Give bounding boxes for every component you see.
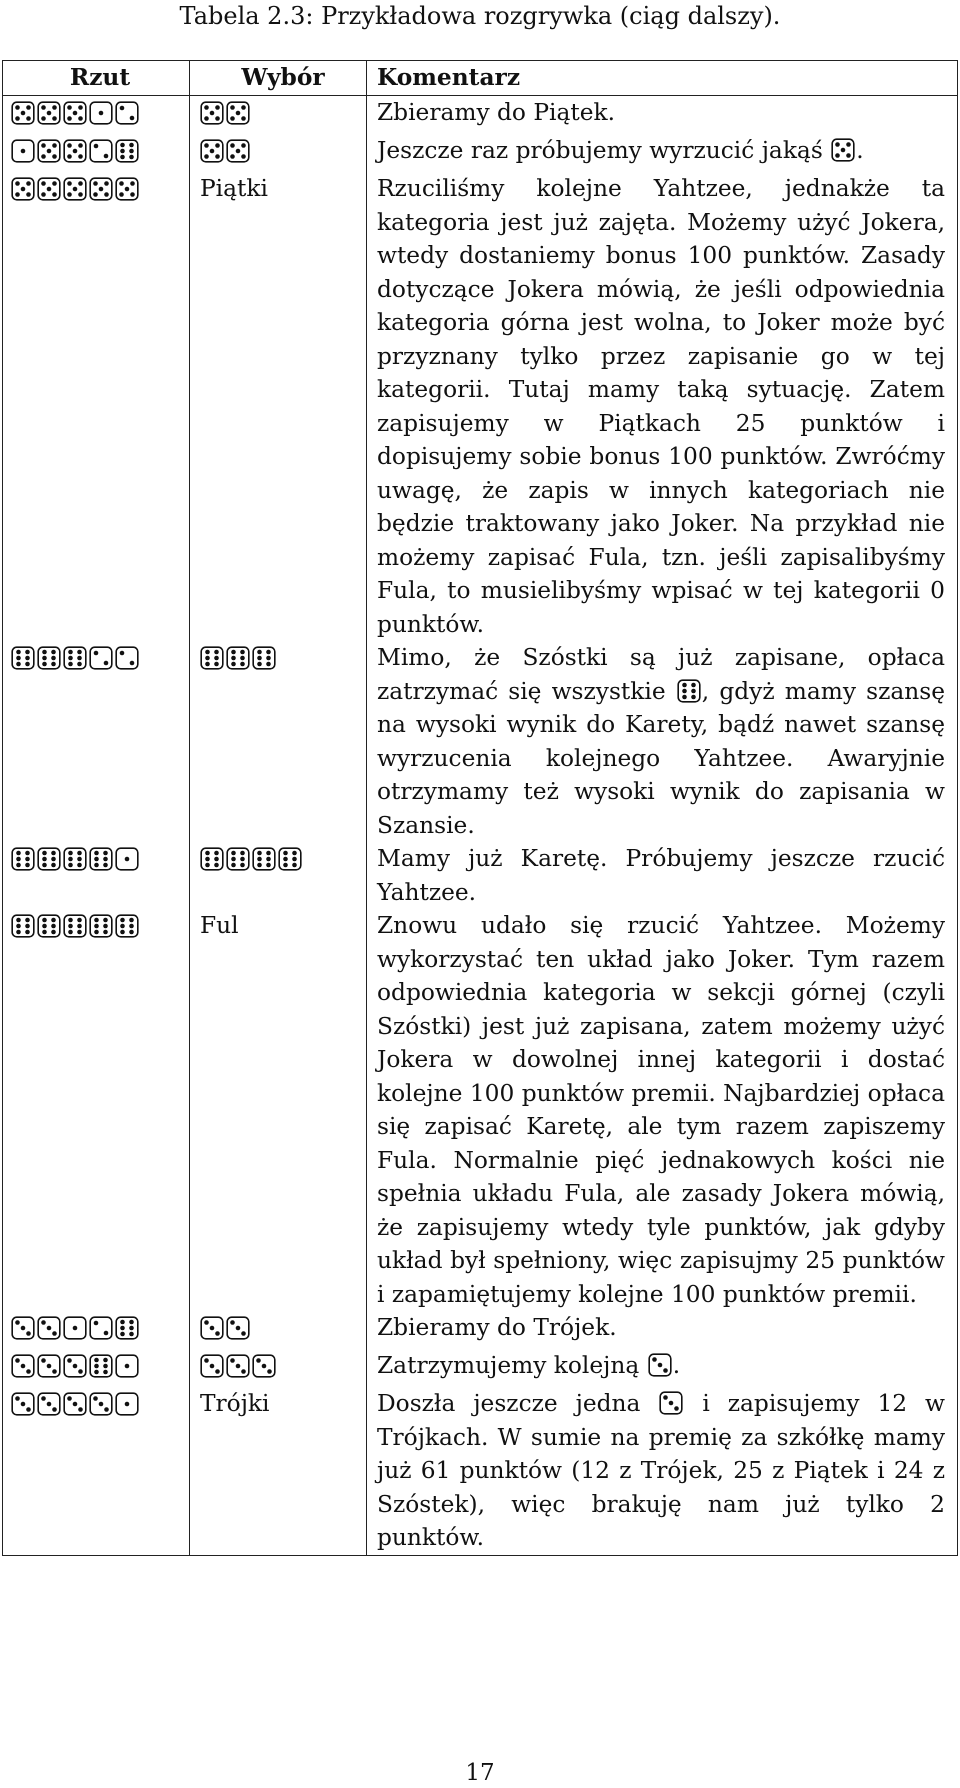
comment-cell — [367, 641, 958, 842]
roll-dice — [11, 96, 139, 129]
choice-category: Trójki — [200, 1390, 270, 1417]
die-face-6-icon — [278, 847, 302, 871]
table-row — [3, 1311, 958, 1349]
comment-text: Znowu udało się rzucić Yahtzee. Możemy wykorzystać ten układ jako Joker. Tym razem odpowiednia kategoria w sekcji górnej (czyli Szóstki) jest już zapisana, zatem możemy użyć Jokera w dowolnej innej kategorii i dostać kolejne 100 punktów premii. Najbardziej opłaca się zapisać Karetę, ale tym razem zapiszemy Fula. Normalnie pięć jednakowych kości nie spełnia układu Fula, ale zasady Jokera mówią, że zapisujemy wtedy tyle punktów, jak gdyby układ był spełniony, więc zapisujmy 25 punktów i zapamiętujemy kolejne 100 punktów premii. — [377, 912, 945, 1308]
comment-text: Zbieramy do Piątek. — [377, 99, 616, 126]
comment-text: Doszła jeszcze jedna — [377, 1390, 659, 1417]
die-face-6-icon — [115, 1316, 139, 1340]
roll-dice — [11, 1387, 139, 1420]
comment-text: Rzuciliśmy kolejne Yahtzee, jednakże ta kategoria jest już zajęta. Możemy użyć Jokera, wtedy dostaniemy bonus 100 punktów. Zasady dotyczące Jokera mówią, że jeśli odpowiednia kategoria górna jest wolna, to Joker może być przyznany tylko przez zapisanie go w tej kategorii. Tutaj mamy taką sytuację. Zatem zapisujemy w Piątkach 25 punktów i dopisujemy sobie bonus 100 punktów. Zwróćmy uwagę, że zapis w innych kategoriach nie będzie traktowany jako Joker. Na przykład nie możemy zapisać Fula, tzn. jeśli zapisalibyśmy Fula, to musielibyśmy wpisać w tej kategorii 0 punktów. — [377, 175, 945, 638]
comment-cell — [367, 1349, 958, 1387]
roll-cell — [3, 1387, 190, 1555]
roll-cell — [3, 96, 190, 135]
roll-cell — [3, 1311, 190, 1349]
choice-dice — [200, 96, 250, 129]
choice-cell — [190, 134, 367, 172]
choice-cell — [190, 1349, 367, 1387]
roll-dice — [11, 134, 139, 167]
die-face-3-icon — [226, 1354, 250, 1378]
die-face-5-icon — [37, 139, 61, 163]
choice-dice — [200, 134, 250, 167]
comment-text: Zatrzymujemy kolejną — [377, 1352, 647, 1379]
die-face-2-icon — [115, 101, 139, 125]
comment-text: . — [856, 137, 864, 164]
choice-cell — [190, 909, 367, 1311]
die-face-3-icon — [226, 1316, 250, 1340]
die-face-6-icon — [63, 847, 87, 871]
comment-text: i zapisujemy 12 w Trójkach. W sumie na premię za szkółkę mamy już 61 punktów (12 z Trójek, 25 z Piątek i 24 z Szóstek), więc brakuję nam już tylko 2 punktów. — [377, 1390, 945, 1551]
comment-text: , gdyż mamy szansę na wysoki wynik do Karety, bądź nawet szansę wyrzucenia kolejnego Yahtzee. Awaryjnie otrzymamy też wysoki wynik do zapisania w Szansie. — [377, 677, 945, 839]
die-face-5-icon — [63, 101, 87, 125]
choice-cell — [190, 1387, 367, 1555]
die-face-5-icon — [115, 177, 139, 201]
die-face-2-icon — [89, 646, 113, 670]
roll-cell — [3, 1349, 190, 1387]
table-row — [3, 909, 958, 1311]
die-face-5-icon — [226, 139, 250, 163]
roll-dice — [11, 641, 139, 674]
die-face-3-icon — [37, 1316, 61, 1340]
die-face-5-icon — [11, 101, 35, 125]
die-face-1-icon — [115, 1354, 139, 1378]
die-face-6-icon — [37, 914, 61, 938]
die-face-5-icon — [63, 139, 87, 163]
comment-text: Jeszcze raz próbujemy wyrzucić jakąś — [377, 137, 831, 164]
die-face-6-icon — [200, 847, 224, 871]
table-row — [3, 172, 958, 641]
die-face-6-icon — [89, 847, 113, 871]
roll-cell — [3, 134, 190, 172]
die-face-6-icon — [252, 646, 276, 670]
die-face-1-icon — [11, 139, 35, 163]
die-face-6-icon — [115, 914, 139, 938]
die-face-6-icon — [226, 646, 250, 670]
choice-dice — [200, 842, 302, 875]
roll-cell — [3, 909, 190, 1311]
choice-category: Piątki — [200, 175, 268, 202]
die-face-3-icon — [11, 1392, 35, 1416]
comment-text: . — [672, 1352, 681, 1379]
die-face-3-icon — [648, 1353, 672, 1377]
die-face-3-icon — [89, 1392, 113, 1416]
die-face-3-icon — [252, 1354, 276, 1378]
comment-text: Mimo, że Szóstki są już zapisane, opłaca zatrzymać się wszystkie — [377, 644, 945, 705]
die-face-6-icon — [252, 847, 276, 871]
roll-dice — [11, 1311, 139, 1344]
die-face-3-icon — [200, 1354, 224, 1378]
roll-dice — [11, 1349, 139, 1382]
table-caption: Tabela 2.3: Przykładowa rozgrywka (ciąg dalszy). — [179, 2, 781, 30]
die-face-3-icon — [659, 1391, 683, 1415]
die-face-2-icon — [115, 646, 139, 670]
die-face-1-icon — [63, 1316, 87, 1340]
die-face-6-icon — [37, 847, 61, 871]
table-row — [3, 842, 958, 909]
die-face-6-icon — [89, 1354, 113, 1378]
die-face-5-icon — [37, 101, 61, 125]
header-comment: Komentarz — [367, 61, 958, 96]
die-face-1-icon — [115, 847, 139, 871]
page-number: 17 — [465, 1760, 495, 1786]
die-face-2-icon — [89, 139, 113, 163]
die-face-5-icon — [831, 138, 855, 162]
die-face-6-icon — [11, 646, 35, 670]
table-header-row — [3, 61, 958, 96]
die-face-6-icon — [63, 914, 87, 938]
header-choice: Wybór — [190, 61, 367, 96]
comment-cell — [367, 842, 958, 909]
table-row — [3, 1387, 958, 1555]
die-face-5-icon — [63, 177, 87, 201]
die-face-3-icon — [11, 1354, 35, 1378]
choice-category: Ful — [200, 912, 239, 939]
comment-cell — [367, 96, 958, 135]
game-table — [2, 60, 958, 1556]
roll-cell — [3, 641, 190, 842]
table-row — [3, 641, 958, 842]
die-face-5-icon — [37, 177, 61, 201]
comment-cell — [367, 1387, 958, 1555]
die-face-6-icon — [226, 847, 250, 871]
die-face-5-icon — [200, 139, 224, 163]
roll-cell — [3, 842, 190, 909]
die-face-3-icon — [63, 1354, 87, 1378]
die-face-1-icon — [115, 1392, 139, 1416]
comment-cell — [367, 1311, 958, 1349]
die-face-5-icon — [226, 101, 250, 125]
roll-dice — [11, 909, 139, 942]
table-row — [3, 1349, 958, 1387]
choice-dice — [200, 1349, 276, 1382]
die-face-6-icon — [89, 914, 113, 938]
choice-cell — [190, 842, 367, 909]
die-face-1-icon — [89, 101, 113, 125]
die-face-3-icon — [37, 1392, 61, 1416]
choice-cell — [190, 641, 367, 842]
choice-cell — [190, 96, 367, 135]
die-face-3-icon — [63, 1392, 87, 1416]
roll-dice — [11, 172, 139, 205]
comment-text: Mamy już Karetę. Próbujemy jeszcze rzucić Yahtzee. — [377, 845, 945, 906]
header-roll: Rzut — [3, 61, 190, 96]
die-face-6-icon — [11, 914, 35, 938]
die-face-5-icon — [89, 177, 113, 201]
die-face-2-icon — [89, 1316, 113, 1340]
comment-cell — [367, 134, 958, 172]
comment-cell — [367, 172, 958, 641]
die-face-6-icon — [63, 646, 87, 670]
die-face-5-icon — [11, 177, 35, 201]
choice-cell — [190, 172, 367, 641]
die-face-3-icon — [11, 1316, 35, 1340]
choice-cell — [190, 1311, 367, 1349]
comment-cell — [367, 909, 958, 1311]
choice-dice — [200, 641, 276, 674]
table-row — [3, 134, 958, 172]
die-face-6-icon — [200, 646, 224, 670]
choice-dice — [200, 1311, 250, 1344]
die-face-6-icon — [37, 646, 61, 670]
die-face-3-icon — [37, 1354, 61, 1378]
die-face-6-icon — [11, 847, 35, 871]
die-face-5-icon — [200, 101, 224, 125]
die-face-6-icon — [115, 139, 139, 163]
comment-text: Zbieramy do Trójek. — [377, 1314, 617, 1341]
die-face-3-icon — [200, 1316, 224, 1340]
die-face-6-icon — [677, 679, 701, 703]
table-row — [3, 96, 958, 135]
roll-dice — [11, 842, 139, 875]
roll-cell — [3, 172, 190, 641]
